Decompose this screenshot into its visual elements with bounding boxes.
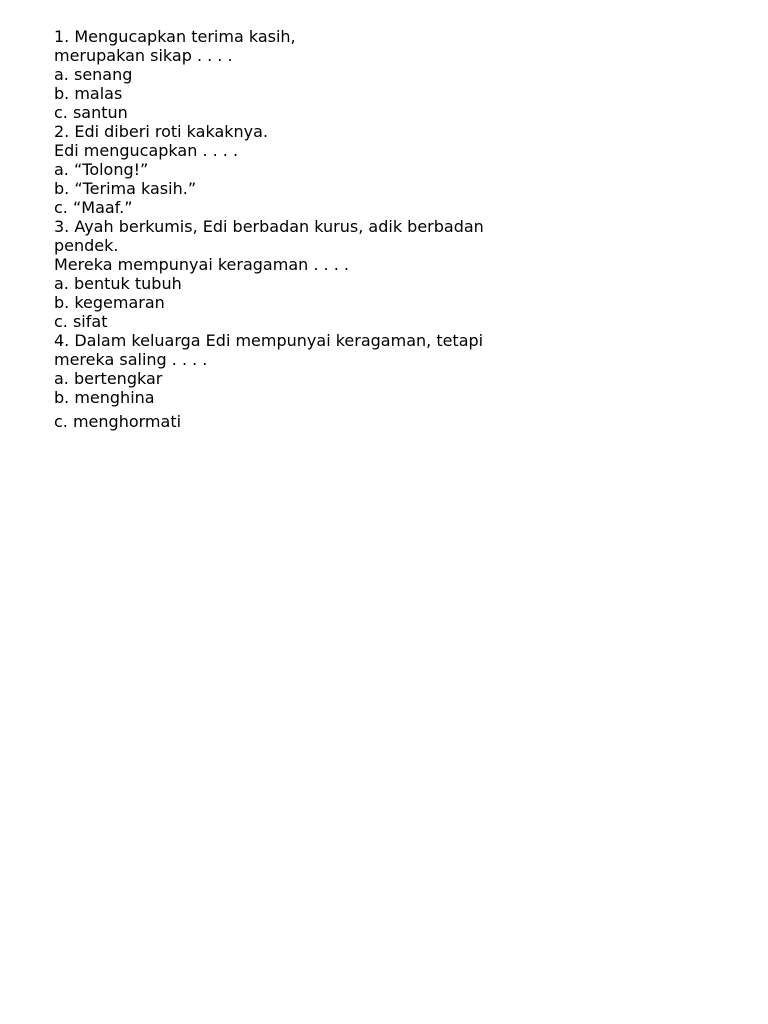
question-4-option-c: c. menghormati	[54, 412, 182, 431]
question-1-option-a: a. senang	[54, 65, 133, 84]
question-2-stem-line-2: Edi mengucapkan . . . .	[54, 141, 239, 160]
question-2-option-a: a. “Tolong!”	[54, 160, 149, 179]
question-1-stem-line-1: 1. Mengucapkan terima kasih,	[54, 27, 296, 46]
question-4-stem-line-2: mereka saling . . . .	[54, 350, 208, 369]
question-3-stem-line-2: pendek.	[54, 236, 119, 255]
question-2-stem-line-1: 2. Edi diberi roti kakaknya.	[54, 122, 269, 141]
question-1-stem-line-2: merupakan sikap . . . .	[54, 46, 233, 65]
quiz-document	[54, 27, 734, 431]
question-4-option-a: a. bertengkar	[54, 369, 163, 388]
question-3-stem-line-1: 3. Ayah berkumis, Edi berbadan kurus, adik berbadan	[54, 217, 484, 236]
question-4-stem-line-1: 4. Dalam keluarga Edi mempunyai keragaman, tetapi	[54, 331, 484, 350]
question-4-option-b: b. menghina	[54, 388, 155, 407]
question-3-option-c: c. sifat	[54, 312, 108, 331]
question-3-stem-line-3: Mereka mempunyai keragaman . . . .	[54, 255, 349, 274]
question-2-option-b: b. “Terima kasih.”	[54, 179, 197, 198]
question-1-option-b: b. malas	[54, 84, 123, 103]
question-1-option-c: c. santun	[54, 103, 128, 122]
question-3-option-a: a. bentuk tubuh	[54, 274, 182, 293]
question-2-option-c: c. “Maaf.”	[54, 198, 133, 217]
question-3-option-b: b. kegemaran	[54, 293, 165, 312]
